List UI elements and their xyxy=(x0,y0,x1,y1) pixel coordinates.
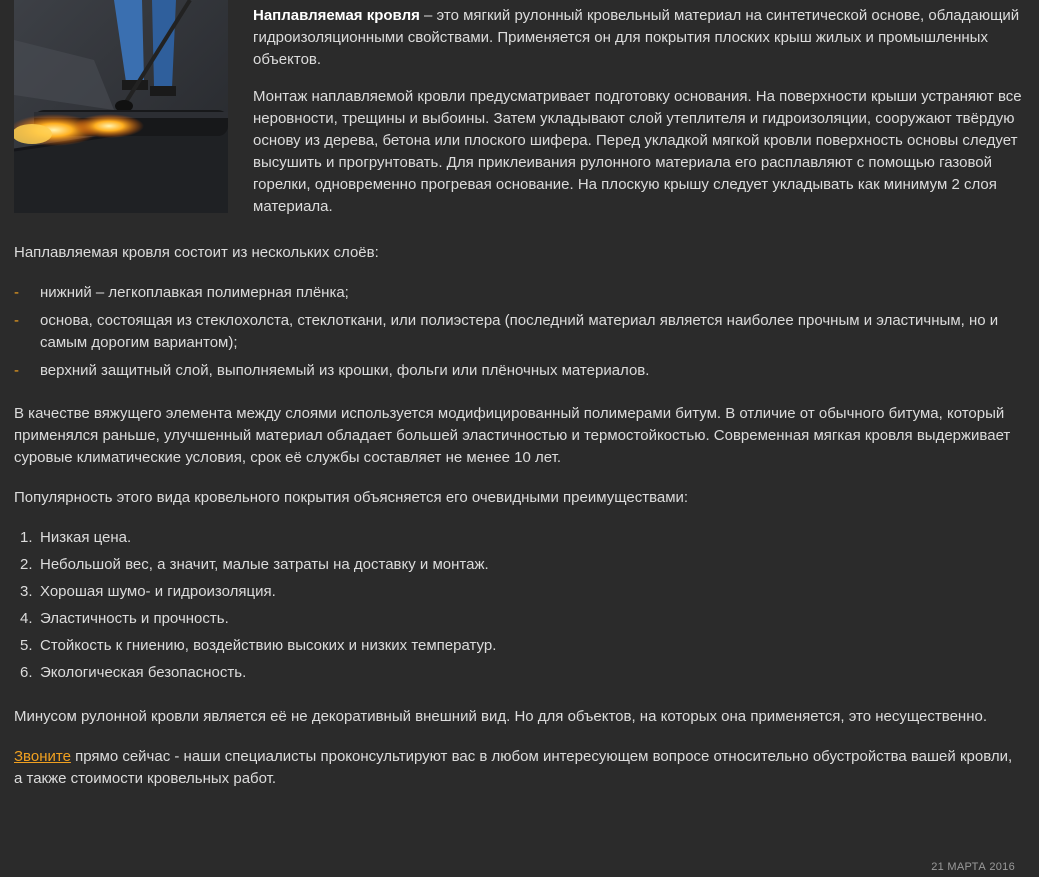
dash-marker: - xyxy=(14,312,19,329)
advantages-list xyxy=(14,527,1024,684)
item-number: 3. xyxy=(20,583,33,600)
advantages-heading: Популярность этого вида кровельного покрытия объясняется его очевидными преимуществами: xyxy=(14,489,689,506)
list-item xyxy=(14,581,1024,603)
roofing-torch-photo xyxy=(14,0,228,213)
binder-paragraph: В качестве вяжущего элемента между слоями используется модифицированный полимерами битум. В отличие от обычного битума, который применялся раньше, улучшенный материал обладает большей эластичностью и термостойкостью. Современная мягкая кровля выдерживает суровые климатические условия, срок её службы составляет не менее 10 лет. xyxy=(14,405,1011,466)
intro-lead-bold: Наплавляемая кровля xyxy=(253,7,420,24)
list-item-text: Небольшой вес, а значит, малые затраты на доставку и монтаж. xyxy=(40,556,489,573)
list-item xyxy=(14,662,1024,684)
list-item-text: верхний защитный слой, выполняемый из крошки, фольги или плёночных материалов. xyxy=(40,362,650,379)
list-item-text: нижний – легкоплавкая полимерная плёнка; xyxy=(40,284,349,301)
list-item xyxy=(14,282,1024,304)
list-item xyxy=(14,635,1024,657)
publish-date: 21 МАРТА 2016 xyxy=(931,861,1015,873)
minus-paragraph: Минусом рулонной кровли является её не декоративный внешний вид. Но для объектов, на которых она применяется, это несущественно. xyxy=(14,708,987,725)
layers-list xyxy=(14,282,1024,382)
list-item-text: Эластичность и прочность. xyxy=(40,610,229,627)
dash-marker: - xyxy=(14,362,19,379)
list-item-text: Экологическая безопасность. xyxy=(40,664,247,681)
dash-marker: - xyxy=(14,284,19,301)
photo-illustration xyxy=(14,0,228,213)
item-number: 1. xyxy=(20,529,33,546)
intro-text xyxy=(253,5,1025,233)
cta-paragraph xyxy=(14,746,1024,790)
intro-lead-text: – это мягкий рулонный кровельный материал на синтетической основе, обладающий гидроизоляционными свойствами. Применяется он для покрытия плоских крыш жилых и промышленных объектов. xyxy=(253,7,1020,68)
layers-heading: Наплавляемая кровля состоит из нескольких слоёв: xyxy=(14,244,379,261)
call-link[interactable]: Звоните xyxy=(14,748,71,765)
list-item-text: Низкая цена. xyxy=(40,529,132,546)
list-item xyxy=(14,527,1024,549)
intro-paragraph xyxy=(253,5,1025,71)
item-number: 4. xyxy=(20,610,33,627)
item-number: 6. xyxy=(20,664,33,681)
cta-text: прямо сейчас - наши специалисты проконсультируют вас в любом интересующем вопросе относительно обустройства вашей кровли, а также стоимости кровельных работ. xyxy=(14,748,1013,787)
list-item xyxy=(14,360,1024,382)
list-item xyxy=(14,554,1024,576)
list-item-text: основа, состоящая из стеклохолста, стеклоткани, или полиэстера (последний материал является наиболее прочным и эластичным, но и самым дорогим вариантом); xyxy=(40,312,999,351)
mount-paragraph: Монтаж наплавляемой кровли предусматривает подготовку основания. На поверхности крыши устраняют все неровности, трещины и выбоины. Затем укладывают слой утеплителя и гидроизоляции, сооружают твёрдую основу из дерева, бетона или плоского шифера. Перед укладкой мягкой кровли поверхность основы следует высушить и прогрунтовать. Для приклеивания рулонного материала его расплавляют с помощью газовой горелки, одновременно прогревая основание. На плоскую крышу следует укладывать как минимум 2 слоя материала. xyxy=(253,88,1022,215)
list-item xyxy=(14,310,1024,354)
list-item xyxy=(14,608,1024,630)
item-number: 2. xyxy=(20,556,33,573)
list-item-text: Стойкость к гниению, воздействию высоких и низких температур. xyxy=(40,637,497,654)
item-number: 5. xyxy=(20,637,33,654)
article-body xyxy=(14,242,1024,808)
list-item-text: Хорошая шумо- и гидроизоляция. xyxy=(40,583,276,600)
